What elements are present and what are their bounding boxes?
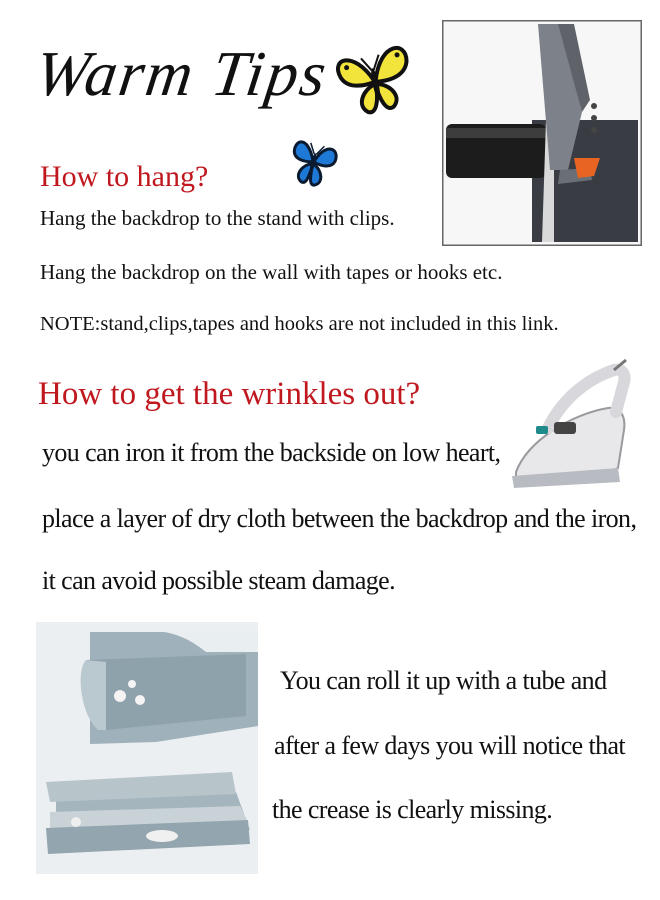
- roll-instruction-line: after a few days you will notice that: [274, 731, 626, 760]
- page-title: Warm Tips: [31, 38, 333, 109]
- roll-instruction-line: You can roll it up with a tube and: [280, 666, 607, 695]
- wrinkles-instruction-line: it can avoid possible steam damage.: [42, 566, 396, 595]
- hang-note-line: NOTE:stand,clips,tapes and hooks are not included in this link.: [40, 313, 559, 335]
- wrinkles-heading: How to get the wrinkles out?: [38, 376, 421, 412]
- hang-instruction-line: Hang the backdrop to the stand with clips.: [40, 206, 395, 230]
- clip-on-stand-photo: [442, 20, 642, 246]
- steam-iron-photo: [508, 356, 632, 492]
- roll-instruction-line: the crease is clearly missing.: [272, 795, 553, 824]
- butterfly-yellow-icon: [330, 36, 420, 126]
- hang-heading: How to hang?: [40, 160, 209, 193]
- wrinkles-instruction-line: you can iron it from the backside on low heart,: [42, 438, 501, 467]
- wrinkles-instruction-line: place a layer of dry cloth between the backdrop and the iron,: [42, 504, 637, 533]
- butterfly-blue-icon: [288, 134, 338, 192]
- folded-backdrop-photo: [36, 622, 258, 874]
- hang-instruction-line: Hang the backdrop on the wall with tapes or hooks etc.: [40, 260, 503, 284]
